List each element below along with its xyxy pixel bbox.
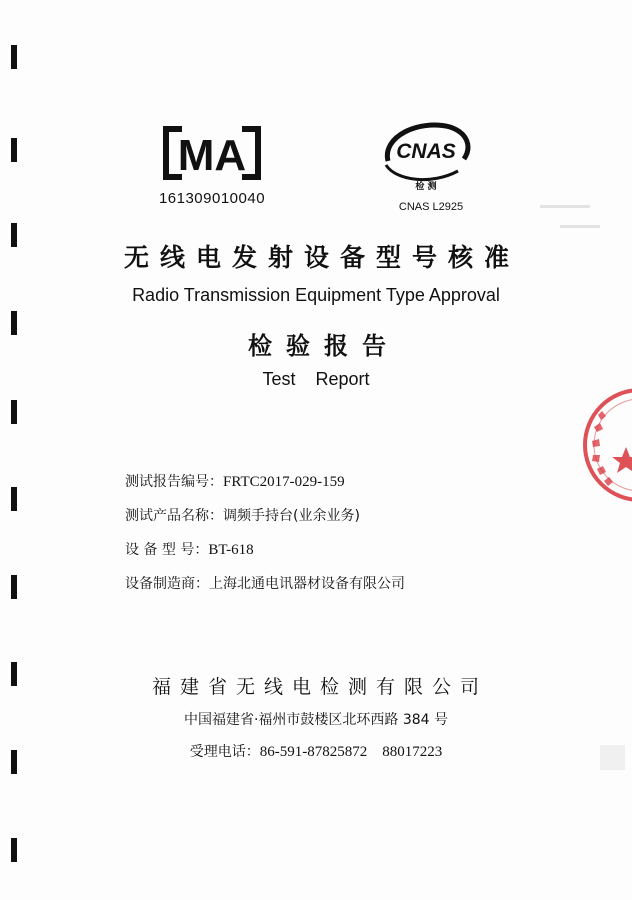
product-name: 调频手持台(业余业务) bbox=[223, 508, 360, 524]
info-label: 设 备 型 号： bbox=[125, 542, 209, 558]
title-chinese: 无线电发射设备型号核准 bbox=[123, 243, 520, 272]
binding-mark bbox=[11, 45, 17, 69]
report-number: FRTC2017-029-159 bbox=[223, 474, 345, 490]
svg-text:检 测: 检 测 bbox=[415, 182, 437, 192]
cma-logo bbox=[160, 123, 264, 183]
binding-mark bbox=[11, 138, 17, 162]
binding-mark bbox=[11, 487, 17, 511]
info-label: 测试产品名称： bbox=[125, 508, 223, 524]
svg-text:CNAS: CNAS bbox=[396, 140, 456, 163]
info-label: 测试报告编号： bbox=[125, 474, 223, 490]
scan-artifact bbox=[540, 205, 590, 208]
company-seal bbox=[580, 385, 632, 515]
report-info bbox=[125, 471, 405, 607]
phone-label: 受理电话： bbox=[189, 744, 260, 760]
svg-text:MA: MA bbox=[177, 131, 247, 180]
info-row-report-number bbox=[125, 471, 405, 505]
cnas-logo bbox=[378, 117, 474, 193]
cnas-number: CNAS L2925 bbox=[398, 201, 464, 213]
issuer-address: 中国福建省·福州市鼓楼区北环西路 384 号 bbox=[183, 712, 449, 728]
phone-numbers: 86-591-87825872 88017223 bbox=[259, 744, 443, 760]
cma-number: 161309010040 bbox=[158, 190, 266, 207]
issuer-company: 福建省无线电检测有限公司 bbox=[151, 676, 488, 698]
model-number: BT-618 bbox=[208, 542, 254, 558]
binding-mark bbox=[11, 575, 17, 599]
report-title-english: Test Report bbox=[262, 369, 370, 389]
title-english: Radio Transmission Equipment Type Approval bbox=[132, 285, 500, 305]
binding-mark bbox=[11, 400, 17, 424]
info-row-model bbox=[125, 539, 405, 573]
report-title-chinese: 检验报告 bbox=[248, 332, 400, 360]
issuer-phone bbox=[0, 741, 632, 761]
info-row-manufacturer bbox=[125, 573, 405, 607]
info-label: 设备制造商： bbox=[125, 576, 209, 592]
binding-mark bbox=[11, 838, 17, 862]
manufacturer: 上海北通电讯器材设备有限公司 bbox=[209, 576, 405, 592]
scan-artifact bbox=[560, 225, 600, 228]
info-row-product-name bbox=[125, 505, 405, 539]
